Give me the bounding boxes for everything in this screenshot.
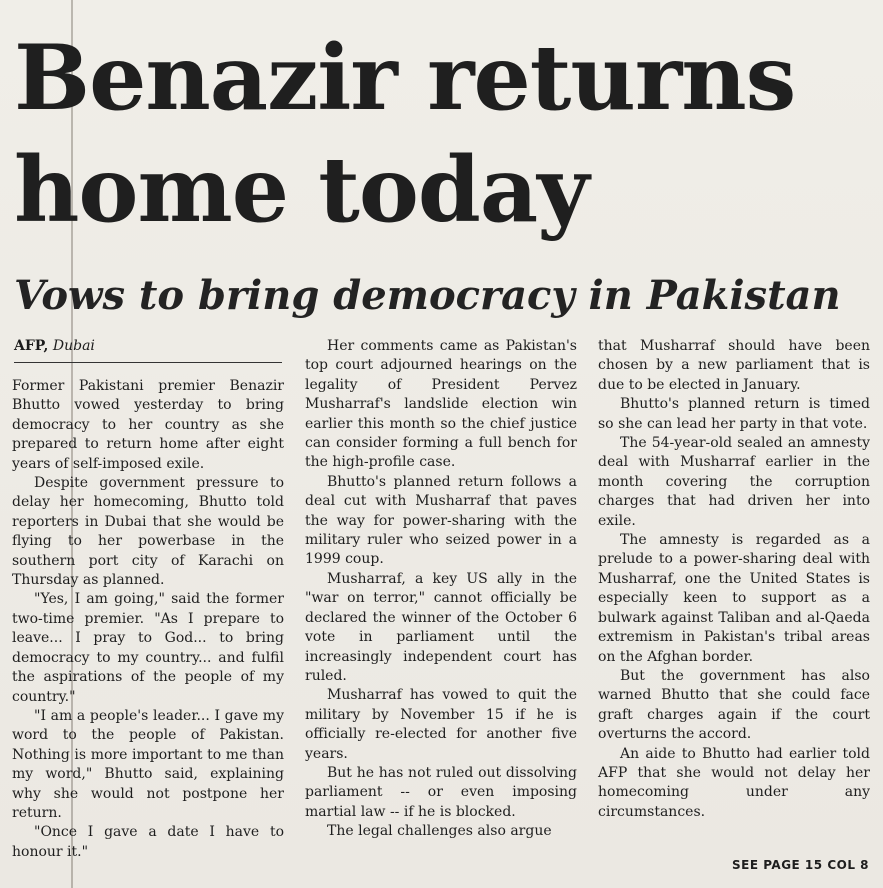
byline xyxy=(14,336,282,363)
headline-line-2: home today xyxy=(14,137,589,243)
paragraph: Bhutto's planned return follows a deal cut with Musharraf that paves the way for power-sharing with the military ruler who seized power in a 1999 coup. xyxy=(305,473,577,568)
paragraph: that Musharraf should have been chosen by a new parliament that is due to be elected in January. xyxy=(598,338,870,393)
article-column-2 xyxy=(305,337,577,842)
article-column-1 xyxy=(12,377,284,862)
paragraph: "Yes, I am going," said the former two-time premier. "As I prepare to leave... I pray to God... to bring democracy to my country... and fulfil the aspirations of the people of my country." xyxy=(12,591,284,705)
paragraph: Musharraf has vowed to quit the military by November 15 if he is officially re-elected for another five years. xyxy=(305,687,577,762)
paragraph: But he has not ruled out dissolving parliament -- or even imposing martial law -- if he is blocked. xyxy=(305,764,577,820)
paragraph: Musharraf, a key US ally in the "war on terror," cannot officially be declared the winner of the October 6 vote in parliament until the increasingly independent court has ruled. xyxy=(305,570,577,684)
paragraph: The 54-year-old sealed an amnesty deal with Musharraf earlier in the month covering the corruption charges that had driven her into exile. xyxy=(598,435,870,529)
subheadline: Vows to bring democracy in Pakistan xyxy=(14,272,841,319)
byline-location: Dubai xyxy=(52,338,95,354)
byline-agency: AFP, xyxy=(14,338,49,354)
paragraph: "I am a people's leader... I gave my word to the people of Pakistan. Nothing is more important to me than my word," Bhutto said, explaining why she would not postpone her return. xyxy=(12,707,284,821)
paragraph: The amnesty is regarded as a prelude to a power-sharing deal with Musharraf, one the United States is especially keen to support as a bulwark against Taliban and al-Qaeda extremism in Pakistan's tribal areas on the Afghan border. xyxy=(598,532,870,665)
paragraph: Bhutto's planned return is timed so she can lead her party in that vote. xyxy=(598,396,870,432)
article-column-3 xyxy=(598,337,870,822)
paragraph: Despite government pressure to delay her homecoming, Bhutto told reporters in Dubai that she would be flying to her powerbase in the southern port city of Karachi on Thursday as planned. xyxy=(12,475,284,589)
paragraph: But the government has also warned Bhutto that she could face graft charges again if the court overturns the accord. xyxy=(598,667,870,743)
paragraph: An aide to Bhutto had earlier told AFP that she would not delay her homecoming under any circumstances. xyxy=(598,745,870,820)
paragraph: The legal challenges also argue xyxy=(327,823,552,840)
paragraph: Her comments came as Pakistan's top court adjourned hearings on the legality of President Pervez Musharraf's landslide election win earlier this month so the chief justice can consider forming a full bench for the high-profile case. xyxy=(305,338,577,471)
paragraph: "Once I gave a date I have to honour it." xyxy=(12,824,284,860)
paragraph: Former Pakistani premier Benazir Bhutto vowed yesterday to bring democracy to her country as she prepared to return home after eight years of self-imposed exile. xyxy=(12,378,284,472)
headline-line-1: Benazir returns xyxy=(14,25,796,131)
continued-jump-line: SEE PAGE 15 COL 8 xyxy=(732,858,869,872)
